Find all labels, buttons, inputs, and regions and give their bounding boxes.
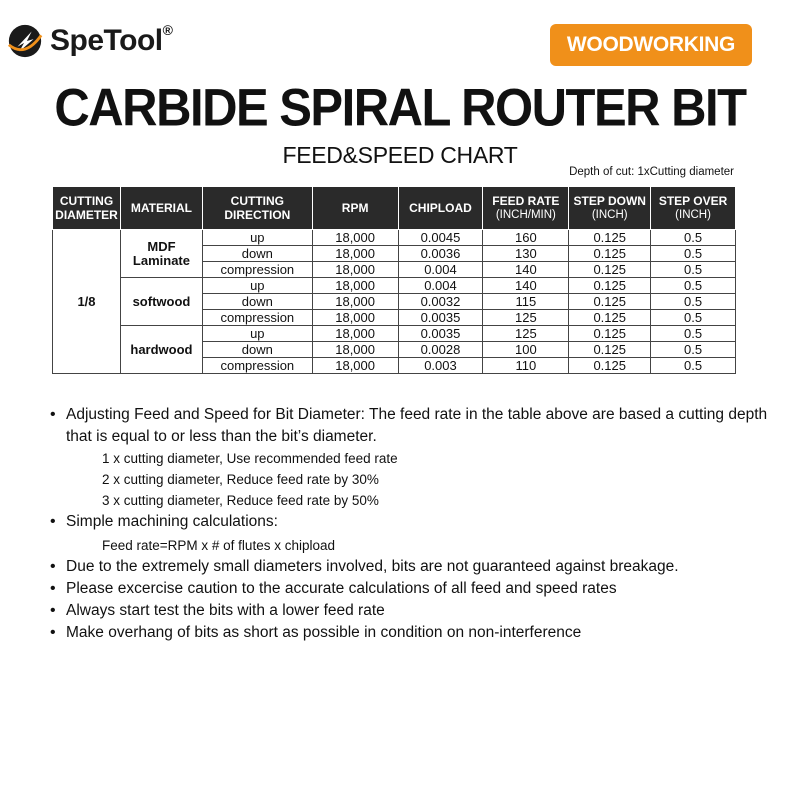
feed-rate-cell: 140 xyxy=(483,278,569,294)
chipload-cell: 0.004 xyxy=(398,278,483,294)
step-over-cell: 0.5 xyxy=(651,358,736,374)
step-over-cell: 0.5 xyxy=(651,342,736,358)
step-over-cell: 0.5 xyxy=(651,262,736,278)
table-header-row xyxy=(53,187,736,230)
header-rpm: RPM xyxy=(312,187,398,230)
direction-cell: compression xyxy=(202,262,312,278)
header-diameter: CUTTING DIAMETER xyxy=(53,187,121,230)
rpm-cell: 18,000 xyxy=(312,342,398,358)
feed-rate-cell: 115 xyxy=(483,294,569,310)
step-down-cell: 0.125 xyxy=(569,278,651,294)
direction-cell: up xyxy=(202,326,312,342)
note-item: • Always start test the bits with a lower feed rate xyxy=(50,602,385,619)
adjust-item: 1 x cutting diameter, Use recommended feed rate xyxy=(102,451,398,466)
direction-cell: down xyxy=(202,342,312,358)
rpm-cell: 18,000 xyxy=(312,278,398,294)
table-row xyxy=(53,278,736,294)
step-down-cell: 0.125 xyxy=(569,262,651,278)
header-material: MATERIAL xyxy=(120,187,202,230)
rpm-cell: 18,000 xyxy=(312,310,398,326)
header-step-over: STEP OVER (INCH) xyxy=(651,187,736,230)
feed-rate-cell: 100 xyxy=(483,342,569,358)
chipload-cell: 0.0035 xyxy=(398,310,483,326)
table-row xyxy=(53,230,736,246)
adjust-item: 2 x cutting diameter, Reduce feed rate by 30% xyxy=(102,472,379,487)
material-cell: MDF Laminate xyxy=(120,230,202,278)
notes-section xyxy=(50,404,770,644)
feed-rate-cell: 140 xyxy=(483,262,569,278)
rpm-cell: 18,000 xyxy=(312,326,398,342)
rpm-cell: 18,000 xyxy=(312,294,398,310)
woodworking-badge: WOODWORKING xyxy=(550,24,752,66)
direction-cell: compression xyxy=(202,310,312,326)
material-cell: softwood xyxy=(120,278,202,326)
rpm-cell: 18,000 xyxy=(312,358,398,374)
step-down-cell: 0.125 xyxy=(569,310,651,326)
step-down-cell: 0.125 xyxy=(569,246,651,262)
brand-logo xyxy=(6,22,172,60)
chipload-cell: 0.0032 xyxy=(398,294,483,310)
feed-speed-table xyxy=(52,186,736,374)
step-over-cell: 0.5 xyxy=(651,310,736,326)
rpm-cell: 18,000 xyxy=(312,262,398,278)
direction-cell: up xyxy=(202,278,312,294)
chipload-cell: 0.0036 xyxy=(398,246,483,262)
chipload-cell: 0.0035 xyxy=(398,326,483,342)
direction-cell: down xyxy=(202,294,312,310)
table-row xyxy=(53,326,736,342)
note-calc: • Simple machining calculations: xyxy=(50,513,278,530)
note-adjust: • Adjusting Feed and Speed for Bit Diameter: The feed rate in the table above are based a cutting depth that is equal to or less than the bit’s diameter. xyxy=(50,406,768,445)
chipload-cell: 0.003 xyxy=(398,358,483,374)
direction-cell: down xyxy=(202,246,312,262)
note-item: • Please excercise caution to the accurate calculations of all feed and speed rates xyxy=(50,580,617,597)
adjust-item: 3 x cutting diameter, Reduce feed rate by 50% xyxy=(102,493,379,508)
page-title: CARBIDE SPIRAL ROUTER BIT xyxy=(54,78,746,138)
rpm-cell: 18,000 xyxy=(312,246,398,262)
feed-rate-cell: 160 xyxy=(483,230,569,246)
step-down-cell: 0.125 xyxy=(569,230,651,246)
step-down-cell: 0.125 xyxy=(569,294,651,310)
note-item: • Due to the extremely small diameters involved, bits are not guaranteed against breakage. xyxy=(50,558,679,575)
chipload-cell: 0.0045 xyxy=(398,230,483,246)
direction-cell: compression xyxy=(202,358,312,374)
step-over-cell: 0.5 xyxy=(651,278,736,294)
brand-name: SpeTool® xyxy=(50,22,173,57)
header-chipload: CHIPLOAD xyxy=(398,187,483,230)
step-over-cell: 0.5 xyxy=(651,326,736,342)
step-down-cell: 0.125 xyxy=(569,358,651,374)
feed-rate-cell: 125 xyxy=(483,326,569,342)
calc-formula: Feed rate=RPM x # of flutes x chipload xyxy=(102,538,335,553)
direction-cell: up xyxy=(202,230,312,246)
feed-rate-cell: 110 xyxy=(483,358,569,374)
note-item: • Make overhang of bits as short as possible in condition on non-interference xyxy=(50,624,582,641)
material-cell: hardwood xyxy=(120,326,202,374)
step-down-cell: 0.125 xyxy=(569,342,651,358)
step-over-cell: 0.5 xyxy=(651,246,736,262)
spetool-logo-icon xyxy=(6,22,44,60)
cutting-diameter-cell: 1/8 xyxy=(53,230,121,374)
header-feed-rate: FEED RATE (INCH/MIN) xyxy=(483,187,569,230)
feed-rate-cell: 130 xyxy=(483,246,569,262)
step-over-cell: 0.5 xyxy=(651,294,736,310)
step-over-cell: 0.5 xyxy=(651,230,736,246)
header-direction: CUTTING DIRECTION xyxy=(202,187,312,230)
depth-note: Depth of cut: 1xCutting diameter xyxy=(569,166,734,178)
header-step-down: STEP DOWN (INCH) xyxy=(569,187,651,230)
page-subtitle: FEED&SPEED CHART xyxy=(282,142,518,168)
chipload-cell: 0.004 xyxy=(398,262,483,278)
feed-rate-cell: 125 xyxy=(483,310,569,326)
chipload-cell: 0.0028 xyxy=(398,342,483,358)
step-down-cell: 0.125 xyxy=(569,326,651,342)
rpm-cell: 18,000 xyxy=(312,230,398,246)
